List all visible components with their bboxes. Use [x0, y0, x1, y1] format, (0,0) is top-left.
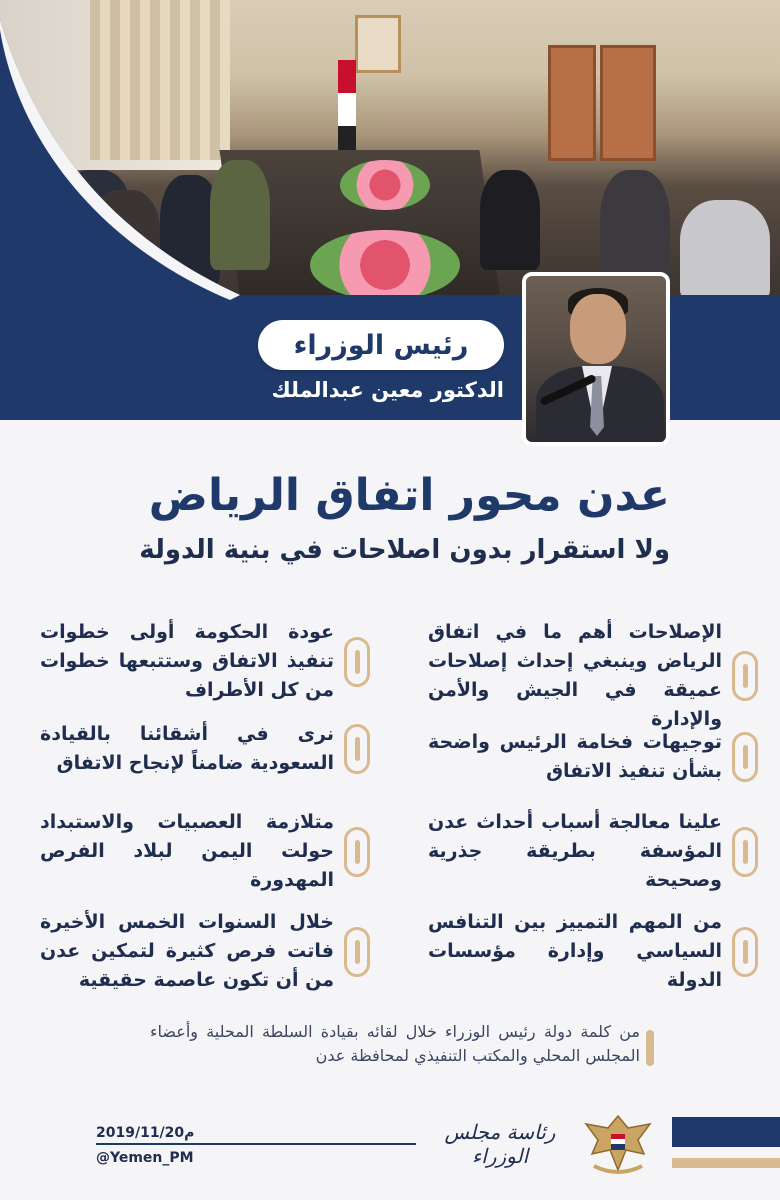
quote-item [428, 908, 758, 995]
quote-item [428, 808, 758, 895]
twitter-handle[interactable]: @Yemen_PM [96, 1150, 194, 1166]
quote-item [428, 728, 758, 786]
cabinet-logo-text: رئاسة مجلس الوزراء [444, 1120, 556, 1168]
quote-marker-icon [732, 732, 758, 782]
quote-marker-icon [344, 927, 370, 977]
quote-text: عودة الحكومة أولى خطوات تنفيذ الاتفاق وستتبعها خطوات من كل الأطراف [40, 621, 334, 701]
title-pill [258, 320, 504, 370]
sub-headline: ولا استقرار بدون اصلاحات في بنية الدولة [139, 535, 670, 565]
footer-divider [96, 1143, 416, 1145]
pm-name: الدكتور معين عبدالملك [271, 378, 504, 402]
quote-marker-icon [344, 724, 370, 774]
yemen-eagle-emblem-icon [578, 1110, 658, 1180]
quote-item [40, 618, 370, 705]
quote-text: نرى في أشقائنا بالقيادة السعودية ضامناً لإنجاح الاتفاق [40, 723, 334, 774]
source-note: من كلمة دولة رئيس الوزراء خلال لقائه بقيادة السلطة المحلية وأعضاء المجلس المحلي والمكتب التنفيذي لمحافظة عدن [150, 1022, 640, 1065]
quote-item [40, 720, 370, 778]
quote-item [40, 808, 370, 895]
quote-text: الإصلاحات أهم ما في اتفاق الرياض وينبغي إحداث إصلاحات عميقة في الجيش والأمن والإدارة [428, 621, 722, 730]
quote-marker-icon [732, 927, 758, 977]
quote-text: توجيهات فخامة الرئيس واضحة بشأن تنفيذ الاتفاق [428, 731, 722, 782]
quote-item [428, 618, 758, 734]
pm-portrait [522, 272, 670, 446]
quote-marker-icon [732, 651, 758, 701]
quote-text: من المهم التمييز بين التنافس السياسي وإدارة مؤسسات الدولة [428, 911, 722, 991]
date: 2019/11/20م [96, 1125, 195, 1141]
quote-text: متلازمة العصبيات والاستبداد حولت اليمن لبلاد الفرص المهدورة [40, 811, 334, 891]
quote-marker-icon [344, 637, 370, 687]
quote-text: خلال السنوات الخمس الأخيرة فاتت فرص كثيرة لتمكين عدن من أن تكون عاصمة حقيقية [40, 911, 334, 991]
note-marker-icon [646, 1030, 654, 1066]
footer-stripe-blue [672, 1117, 780, 1147]
quote-item [40, 908, 370, 995]
page-title: رئيس الوزراء [293, 329, 469, 361]
quote-marker-icon [732, 827, 758, 877]
footer-stripe-gold [672, 1158, 780, 1168]
quote-text: علينا معالجة أسباب أحداث عدن المؤسفة بطريقة جذرية وصحيحة [428, 811, 722, 891]
headline: عدن محور اتفاق الرياض [148, 470, 670, 521]
quote-marker-icon [344, 827, 370, 877]
